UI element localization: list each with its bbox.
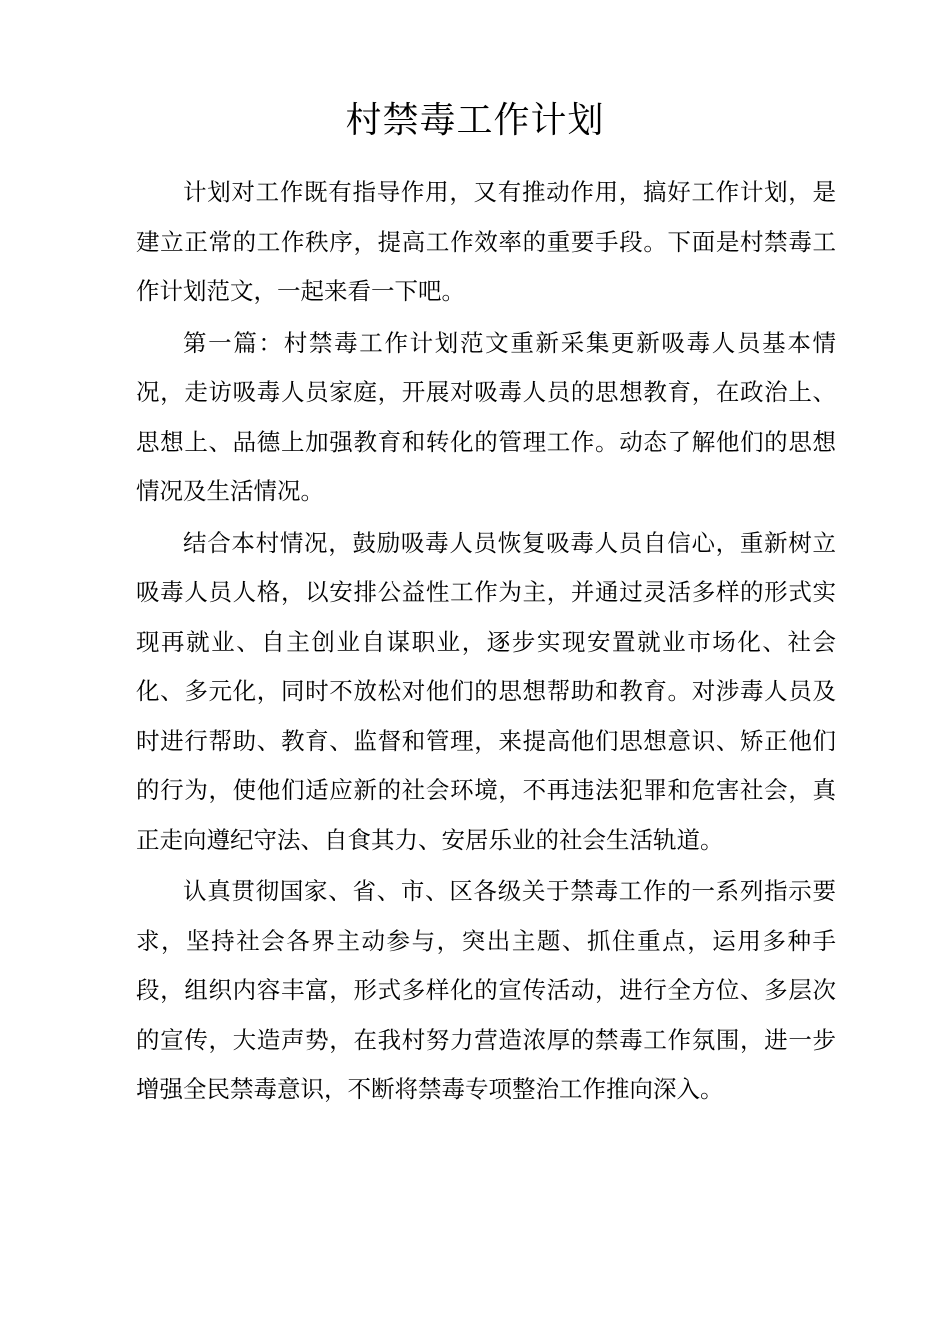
paragraph-2: 结合本村情况，鼓励吸毒人员恢复吸毒人员自信心，重新树立吸毒人员人格，以安排公益性工作为主，并通过灵活多样的形式实现再就业、自主创业自谋职业，逐步实现安置就业市场化、社会化、多元化，同时不放松对他们的思想帮助和教育。对涉毒人员及时进行帮助、教育、监督和管理，来提高他们思想意识、矫正他们的行为，使他们适应新的社会环境，不再违法犯罪和危害社会，真正走向遵纪守法、自食其力、安居乐业的社会生活轨道。 bbox=[136, 528, 836, 854]
paragraph-3: 认真贯彻国家、省、市、区各级关于禁毒工作的一系列指示要求，坚持社会各界主动参与，突出主题、抓住重点，运用多种手段，组织内容丰富，形式多样化的宣传活动，进行全方位、多层次的宣传，大造声势，在我村努力营造浓厚的禁毒工作氛围，进一步增强全民禁毒意识，不断将禁毒专项整治工作推向深入。 bbox=[136, 877, 836, 1103]
paragraph-1: 第一篇：村禁毒工作计划范文重新采集更新吸毒人员基本情况，走访吸毒人员家庭，开展对吸毒人员的思想教育，在政治上、思想上、品德上加强教育和转化的管理工作。动态了解他们的思想情况及生活情况。 bbox=[136, 328, 836, 505]
paragraph-intro: 计划对工作既有指导作用，又有推动作用，搞好工作计划，是建立正常的工作秩序，提高工作效率的重要手段。下面是村禁毒工作计划范文，一起来看一下吧。 bbox=[136, 178, 836, 305]
document-body bbox=[136, 168, 836, 1117]
document-title: 村禁毒工作计划 bbox=[345, 100, 605, 141]
